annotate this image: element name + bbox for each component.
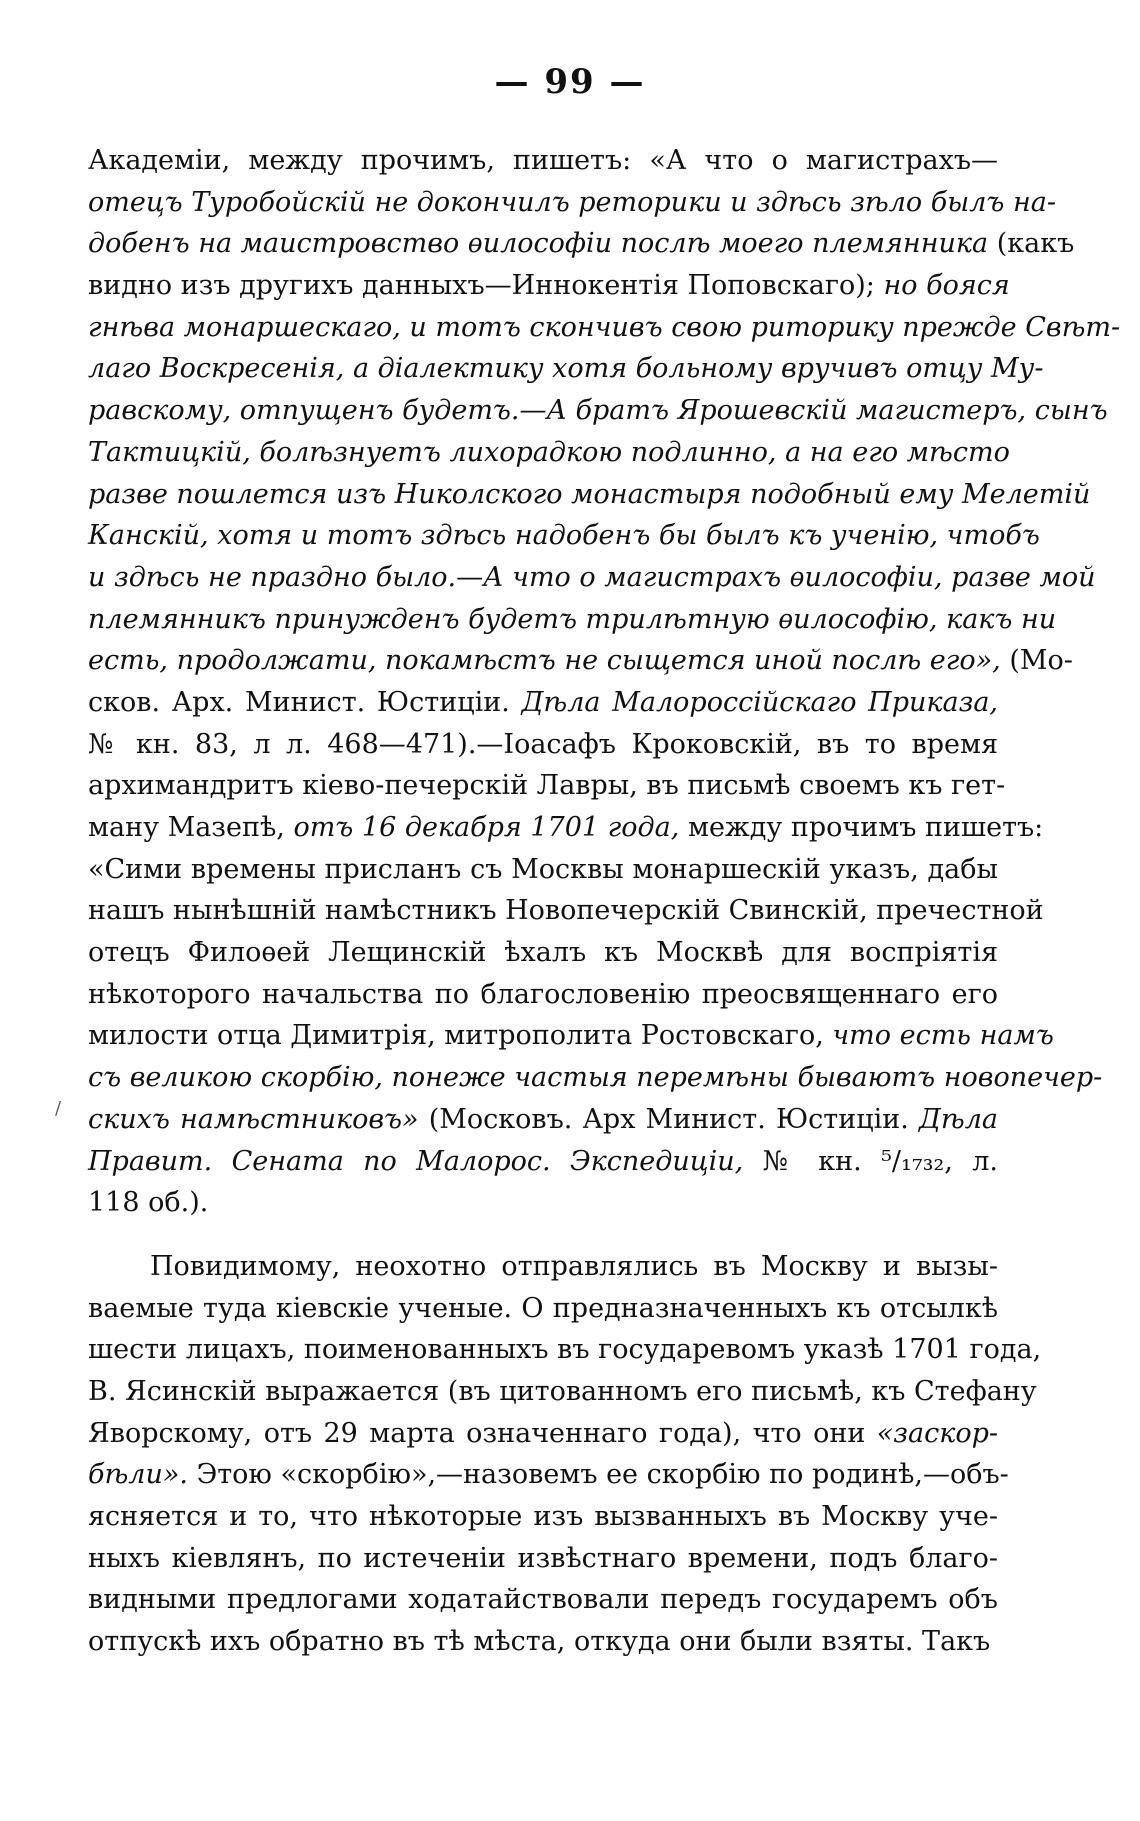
text-run: между прочимъ пишетъ: bbox=[679, 812, 1044, 843]
italic-run: лаго Воскресенія, а діалектику хотя больному вручивъ отцу Му- bbox=[88, 353, 1044, 385]
text-line bbox=[88, 265, 1010, 307]
paragraph-gap bbox=[88, 1224, 998, 1246]
text-run: ваемые туда кіевскіе ученые. О предназначенныхъ къ отсылкѣ bbox=[88, 1292, 998, 1324]
italic-run: «заскор- bbox=[876, 1417, 998, 1449]
text-line bbox=[88, 307, 1121, 349]
text-line bbox=[88, 974, 998, 1016]
italic-run: бѣли». bbox=[88, 1459, 188, 1491]
italic-run: Правит. Сената по Малорос. Экспедиціи, bbox=[88, 1145, 744, 1177]
italic-run: есть, продолжати, покамѣстъ не сыщется иной послѣ его», bbox=[88, 645, 1001, 677]
italic-run: съ великою скорбію, понеже частыя перемѣны бываютъ новопечер- bbox=[88, 1062, 1103, 1094]
text-line bbox=[88, 890, 1044, 932]
text-line bbox=[88, 557, 1096, 599]
text-run: отецъ Филоѳей Лещинскій ѣхалъ къ Москвѣ для воспріятія bbox=[88, 937, 998, 969]
text-run: нашъ нынѣшній намѣстникъ Новопечерскій Свинскій, пречестной bbox=[88, 895, 1044, 927]
text-line bbox=[88, 1141, 998, 1183]
text-run: ясняется и то, что нѣкоторые изъ вызванныхъ въ Москву уче- bbox=[88, 1501, 998, 1532]
italic-run: добенъ на маистровство ѳилософіи послѣ моего племянника bbox=[88, 228, 989, 260]
text-line bbox=[88, 932, 998, 974]
text-run: № кн. ⁵/₁₇₃₂, л. bbox=[743, 1145, 998, 1177]
text-line bbox=[88, 1579, 998, 1621]
text-line bbox=[88, 1371, 1037, 1413]
text-line bbox=[88, 849, 998, 891]
italic-run: отецъ Туробойскій не докончилъ реторики и здѣсь зѣло былъ на- bbox=[88, 186, 1057, 218]
text-line bbox=[88, 515, 1040, 557]
italic-run: и здѣсь не праздно было.—А что о магистрахъ ѳилософіи, разве мой bbox=[88, 561, 1096, 593]
text-line bbox=[88, 182, 1057, 224]
text-run: видно изъ другихъ данныхъ—Иннокентія Поповскаго); bbox=[88, 270, 884, 302]
text-line bbox=[88, 1621, 998, 1663]
text-run: (Московъ. Арх Минист. Юстиціи. bbox=[418, 1103, 919, 1135]
text-run: ману Мазепѣ, bbox=[88, 812, 294, 843]
text-run: шести лицахъ, поименованныхъ въ государевомъ указѣ 1701 года, bbox=[88, 1334, 1042, 1366]
paragraph-kiev-scholars bbox=[88, 1246, 1042, 1663]
italic-run: равскому, отпущенъ будетъ.—А братъ Ярошевскій магистеръ, сынъ bbox=[88, 395, 1108, 427]
text-line bbox=[88, 1099, 998, 1141]
text-line bbox=[88, 1496, 998, 1538]
text-run: «Сими времены присланъ съ Москвы монаршескій указъ, дабы bbox=[88, 853, 998, 885]
text-line bbox=[88, 807, 1044, 849]
italic-run: племянникъ принужденъ будетъ трилѣтную ѳилософію, какъ ни bbox=[88, 603, 1057, 635]
text-line bbox=[88, 1454, 1009, 1496]
text-body bbox=[88, 140, 1121, 1663]
text-run: 118 об.). bbox=[88, 1187, 209, 1219]
text-line bbox=[88, 1288, 998, 1330]
text-run: архимандритъ кіево-печерскій Лавры, въ письмѣ своемъ къ гет- bbox=[88, 770, 1006, 802]
text-line bbox=[88, 140, 998, 182]
margin-pencil-mark: / bbox=[55, 1098, 62, 1119]
italic-run: гнѣва монаршескаго, и тотъ скончивъ свою риторику прежде Свѣт- bbox=[88, 311, 1121, 343]
text-run: (какъ bbox=[988, 228, 1075, 260]
text-run: Академіи, между прочимъ, пишетъ: «А что о магистрахъ— bbox=[88, 145, 998, 176]
text-run: ныхъ кіевлянъ, по истеченіи извѣстнаго времени, подъ благо- bbox=[88, 1542, 998, 1574]
text-run: № кн. 83, л л. 468—471).—Іоасафъ Кроковскій, въ то время bbox=[88, 728, 998, 760]
text-line bbox=[88, 1015, 1054, 1057]
text-run: Этою «скорбію»,—назовемъ ее скорбію по родинѣ,—объ- bbox=[187, 1459, 1009, 1491]
paragraph-archival-quotes bbox=[88, 140, 1121, 1224]
text-run: видными предлогами ходатайствовали передъ государемъ объ bbox=[88, 1584, 998, 1616]
italic-run: Тактицкій, болѣзнуетъ лихорадкою подлинно, а на его мѣсто bbox=[88, 436, 1010, 468]
text-line bbox=[88, 682, 998, 724]
italic-run: скихъ намѣстниковъ» bbox=[88, 1103, 419, 1135]
text-run: В. Ясинскій выражается (въ цитованномъ его письмѣ, къ Стефану bbox=[88, 1375, 1037, 1407]
text-line bbox=[88, 390, 1108, 432]
text-line bbox=[88, 348, 1044, 390]
italic-run: что есть намъ bbox=[832, 1020, 1054, 1052]
text-line bbox=[88, 599, 1057, 641]
text-line bbox=[88, 1413, 998, 1455]
text-run: Яворскому, отъ 29 марта означеннаго года), что они bbox=[88, 1417, 877, 1449]
text-line bbox=[88, 1182, 998, 1224]
text-line bbox=[88, 724, 998, 766]
text-run: отпускѣ ихъ обратно въ тѣ мѣста, откуда они были взяты. Такъ bbox=[88, 1626, 991, 1658]
text-run: сков. Арх. Минист. Юстиціи. bbox=[88, 686, 522, 718]
italic-run: но бояся bbox=[883, 270, 1010, 302]
italic-run: отъ 16 декабря 1701 года, bbox=[293, 812, 680, 843]
italic-run: разве пошлется изъ Николского монастыря подобный ему Мелетій bbox=[88, 478, 1091, 510]
text-line bbox=[88, 474, 1091, 516]
text-line bbox=[88, 640, 1073, 682]
text-line bbox=[88, 223, 1075, 265]
page-number: — 99 — bbox=[494, 62, 646, 102]
text-line bbox=[88, 765, 1006, 807]
text-line bbox=[88, 1246, 998, 1288]
italic-run: Канскій, хотя и тотъ здѣсь надобенъ бы былъ къ ученію, чтобъ bbox=[88, 520, 1040, 552]
text-run: (Мо- bbox=[1000, 645, 1073, 677]
text-line bbox=[88, 1057, 1103, 1099]
text-run: нѣкоторого начальства по благословенію преосвященнаго его bbox=[88, 978, 998, 1010]
text-line bbox=[88, 1329, 1042, 1371]
text-line bbox=[88, 432, 1010, 474]
text-run: милости отца Димитрія, митрополита Ростовскаго, bbox=[88, 1020, 833, 1052]
italic-run: Дѣла bbox=[918, 1103, 998, 1135]
text-run: Повидимому, неохотно отправлялись въ Москву и вызы- bbox=[150, 1250, 998, 1282]
italic-run: Дѣла Малороссійскаго Приказа, bbox=[521, 686, 998, 718]
text-line bbox=[88, 1538, 998, 1580]
